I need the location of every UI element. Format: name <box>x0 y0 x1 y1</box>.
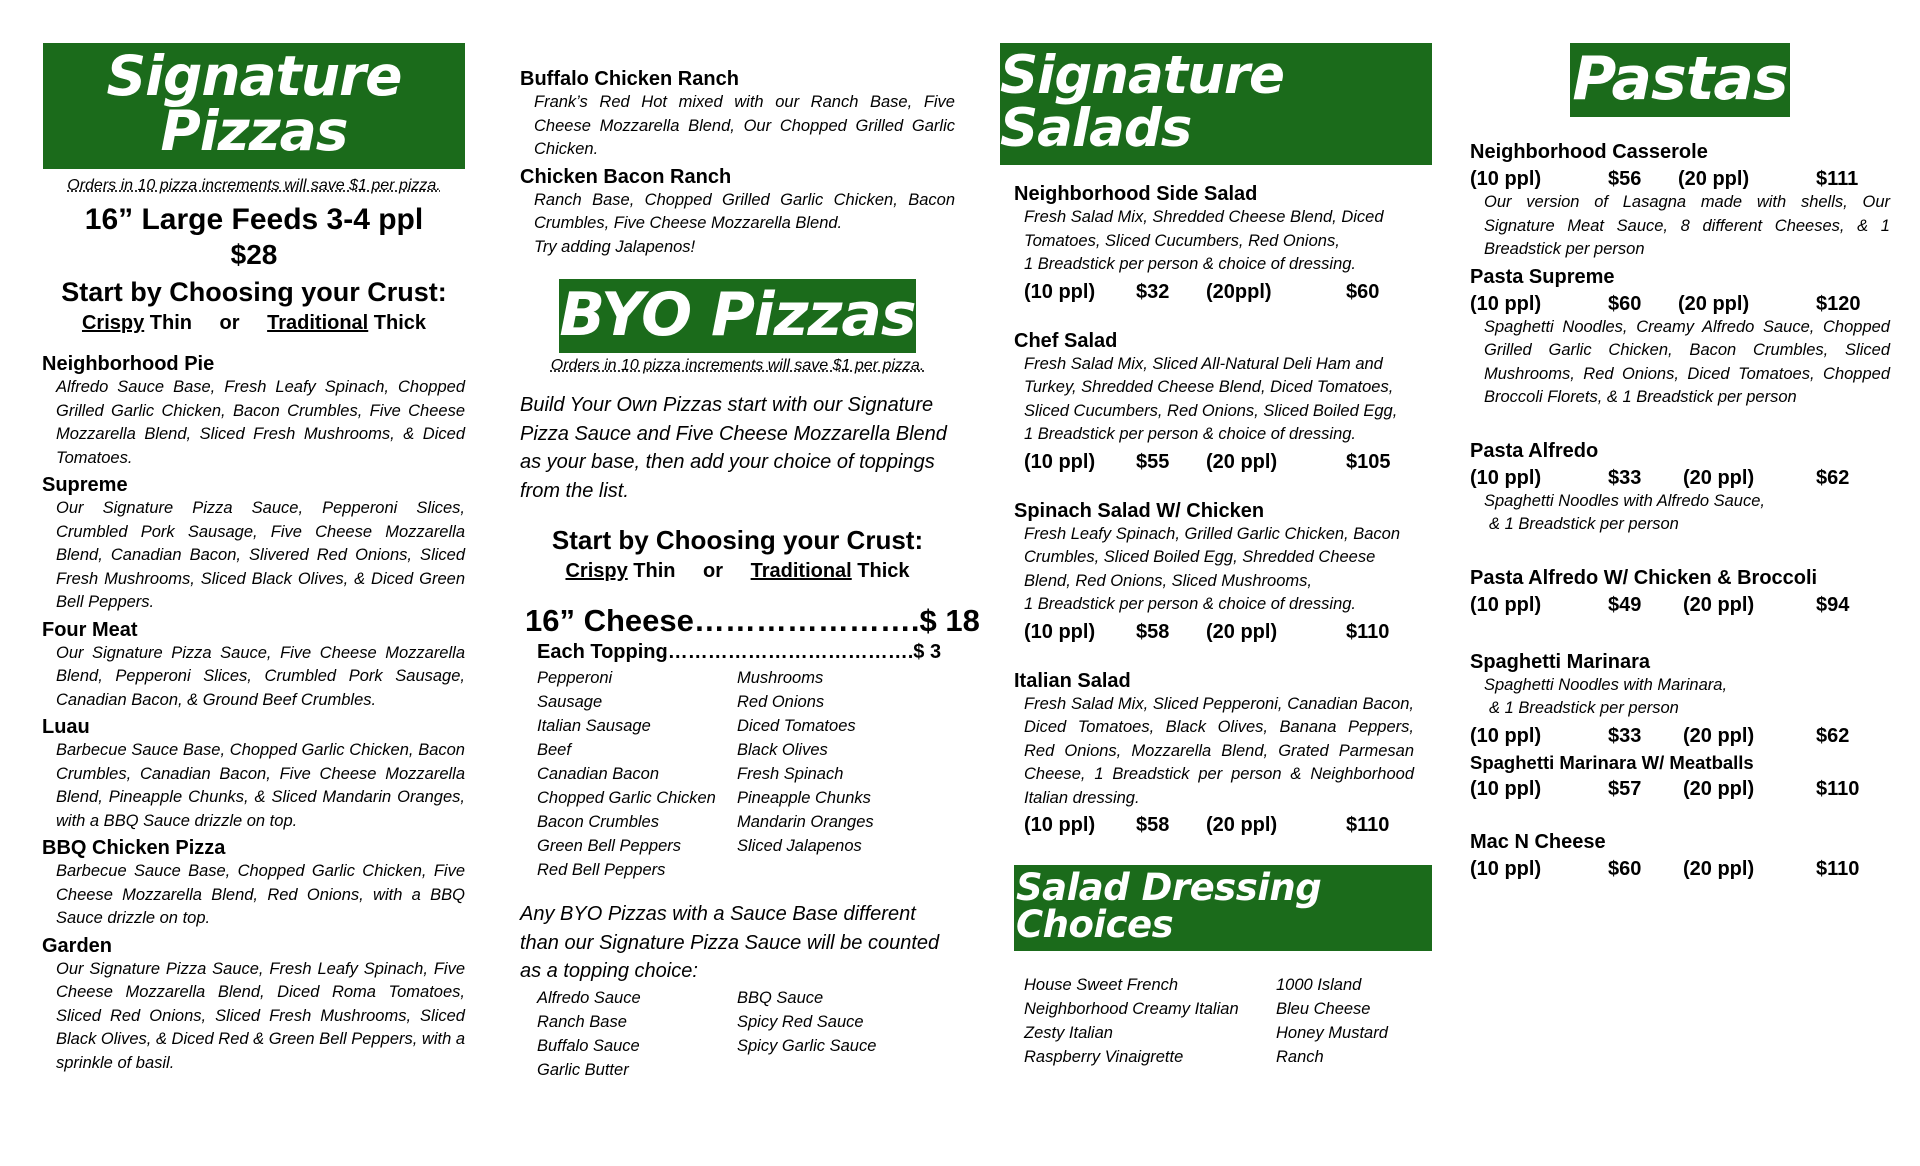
dressing-item: Ranch <box>1276 1048 1324 1066</box>
topping-item: Diced Tomatoes <box>737 717 856 735</box>
signature-pizzas-column <box>43 0 465 1075</box>
price-label: (10 ppl) <box>1470 292 1542 315</box>
price-value: $49 <box>1608 593 1642 616</box>
salad-price-row <box>1024 621 1414 644</box>
toppings-left <box>537 666 737 882</box>
salad-desc-2: 1 Breadstick per person & choice of dressing. <box>1024 595 1357 613</box>
price-value: $58 <box>1136 620 1170 643</box>
topping-item: Sausage <box>537 693 603 711</box>
pastas-title: Pastas <box>1570 43 1789 117</box>
pasta-name: Neighborhood Casserole <box>1470 141 1708 163</box>
increment-note: Orders in 10 pizza increments will save $1 per pizza. <box>67 177 441 194</box>
pasta-item <box>1470 831 1890 881</box>
topping-price: $ 3 <box>913 641 942 663</box>
pizza-name: Luau <box>42 716 90 738</box>
price-value: $120 <box>1816 292 1861 315</box>
pasta-item <box>1470 567 1890 617</box>
sauce-note: Any BYO Pizzas with a Sauce Base different than our Signature Pizza Sauce will be counted as a topping choice: <box>520 903 940 982</box>
pastas-column <box>1470 0 1890 881</box>
topping-item: Mushrooms <box>737 669 824 687</box>
topping-item: Green Bell Peppers <box>537 837 681 855</box>
pizza-name: Four Meat <box>42 618 138 641</box>
price-label: (10 ppl) <box>1470 724 1542 747</box>
pizza-desc: Our Signature Pizza Sauce, Five Cheese Mozzarella Blend, Pepperoni Slices, Crumbled Pork Sausage, Canadian Bacon, & Ground Beef Crumbles. <box>56 643 465 709</box>
pasta-price-row <box>1470 293 1890 316</box>
topping-item: Sliced Jalapenos <box>737 837 862 855</box>
sauce-item: Spicy Red Sauce <box>737 1012 864 1031</box>
pasta-desc-2: & 1 Breadstick per person <box>1489 699 1679 717</box>
dressing-item: Honey Mustard <box>1276 1024 1388 1042</box>
byo-crust-b-label: Traditional <box>750 560 852 582</box>
dressings-right <box>1276 973 1436 1069</box>
topping-item: Chopped Garlic Chicken <box>537 789 716 807</box>
topping-item: Pepperoni <box>537 669 613 687</box>
topping-item: Fresh Spinach <box>737 765 844 783</box>
topping-label: Each Topping………………………………. <box>537 641 914 663</box>
topping-item: Pineapple Chunks <box>737 789 871 807</box>
pasta-name: Pasta Alfredo <box>1470 439 1599 462</box>
crust-b-label: Traditional <box>267 312 369 334</box>
pasta-price-row <box>1470 168 1890 191</box>
crust-a-suffix: Thin <box>144 312 192 334</box>
dressing-title: Salad Dressing Choices <box>1014 865 1432 951</box>
pizza-desc: Our Signature Pizza Sauce, Pepperoni Slices, Crumbled Pork Sausage, Five Cheese Mozzarella Blend, Canadian Bacon, Slivered Red Onions, Sliced Fresh Mushrooms, Sliced Black Olives, & Diced Green Bell Peppers. <box>56 499 465 611</box>
price-value: $110 <box>1816 777 1860 800</box>
salad-desc: Fresh Salad Mix, Sliced All-Natural Deli Ham and Turkey, Shredded Cheese Blend, Diced Tomatoes, Sliced Cucumbers, Red Onions, Sliced Boiled Egg, <box>1024 354 1398 420</box>
price-label: (20 ppl) <box>1206 450 1278 473</box>
pasta-item <box>1470 752 1890 801</box>
salad-name: Italian Salad <box>1014 669 1131 692</box>
dressings-left <box>1024 973 1276 1069</box>
dressing-item: 1000 Island <box>1276 976 1362 994</box>
pasta-name: Pasta Supreme <box>1470 265 1615 288</box>
pasta-list <box>1470 141 1890 881</box>
price-label: (20 ppl) <box>1683 593 1755 616</box>
pizza-tip: Try adding Jalapenos! <box>534 237 696 256</box>
salad-name: Spinach Salad W/ Chicken <box>1014 499 1265 522</box>
sauce-item: Garlic Butter <box>537 1060 629 1079</box>
pasta-desc: Spaghetti Noodles with Marinara, <box>1484 675 1728 694</box>
price-label: (20 ppl) <box>1678 168 1750 190</box>
pizza-name: Garden <box>42 934 113 957</box>
byo-crust-a-suffix: Thin <box>627 560 676 582</box>
pasta-desc: Our version of Lasagna made with shells, Our Signature Meat Sauce, 8 different Cheeses, & 1 Breadstick per person <box>1484 193 1890 258</box>
price-label: (20 ppl) <box>1683 466 1755 489</box>
pasta-name: Mac N Cheese <box>1470 830 1606 853</box>
price-value: $62 <box>1816 466 1850 489</box>
dressing-item: House Sweet French <box>1024 976 1179 994</box>
pizza-name: Neighborhood Pie <box>42 353 215 375</box>
pasta-item <box>1470 651 1890 748</box>
salad-item <box>1014 670 1414 838</box>
price-label: (20 ppl) <box>1206 814 1278 836</box>
sauce-list <box>537 986 955 1082</box>
pasta-price-row <box>1470 725 1890 748</box>
price-value: $32 <box>1136 280 1170 303</box>
crust-heading: Start by Choosing your Crust: <box>61 277 447 307</box>
price-value: $33 <box>1608 724 1642 747</box>
price-value: $56 <box>1608 168 1642 190</box>
price-label: (10 ppl) <box>1024 814 1096 836</box>
price-value: $62 <box>1816 724 1850 747</box>
salad-name: Chef Salad <box>1014 329 1118 352</box>
price-value: $105 <box>1346 450 1391 473</box>
topping-item: Black Olives <box>737 741 828 759</box>
topping-item: Bacon Crumbles <box>537 813 659 831</box>
salad-desc: Fresh Salad Mix, Shredded Cheese Blend, Diced Tomatoes, Sliced Cucumbers, Red Onions, <box>1024 208 1384 250</box>
price-label: (10 ppl) <box>1470 466 1542 489</box>
pasta-item <box>1470 141 1890 262</box>
pasta-price-row <box>1470 858 1890 881</box>
byo-crust-or: or <box>703 560 724 582</box>
salad-item <box>1014 330 1414 474</box>
byo-crust-heading: Start by Choosing your Crust: <box>551 525 924 555</box>
price-label: (20 ppl) <box>1206 620 1278 643</box>
price-value: $110 <box>1816 857 1860 880</box>
price-value: $110 <box>1346 814 1390 836</box>
salad-item <box>1014 183 1414 304</box>
sauce-item: Spicy Garlic Sauce <box>737 1036 877 1055</box>
price-value: $60 <box>1346 280 1380 303</box>
price-value: $55 <box>1136 450 1170 473</box>
price-value: $60 <box>1608 857 1642 880</box>
sauce-item: Ranch Base <box>537 1012 627 1031</box>
price-value: $58 <box>1136 814 1170 836</box>
byo-intro: Build Your Own Pizzas start with our Signature Pizza Sauce and Five Cheese Mozzarella Blend as your base, then add your choice of toppings from the list. <box>520 394 947 502</box>
salad-price-row <box>1024 281 1414 304</box>
price-label: (10 ppl) <box>1470 777 1542 800</box>
signature-pizzas-title: Signature Pizzas <box>43 43 465 169</box>
pizza-name: Chicken Bacon Ranch <box>520 165 732 188</box>
sauce-item: BBQ Sauce <box>737 988 824 1007</box>
price-label: (10 ppl) <box>1024 620 1096 643</box>
price-value: $110 <box>1346 620 1390 643</box>
sauces-right <box>737 986 937 1082</box>
byo-crust-b-suffix: Thick <box>851 560 910 582</box>
byo-increment-note: Orders in 10 pizza increments will save $1 per pizza. <box>550 357 925 374</box>
pasta-price-row <box>1470 467 1890 490</box>
signature-salads-title: Signature Salads <box>1000 43 1432 165</box>
signature-pizza-list <box>42 353 465 1075</box>
price-label: (10 ppl) <box>1024 280 1096 303</box>
crust-options <box>43 312 465 335</box>
sauces-left <box>537 986 737 1082</box>
cheese-price: $ 18 <box>919 603 980 638</box>
price-value: $60 <box>1608 292 1642 315</box>
pizza-name: Buffalo Chicken Ranch <box>520 68 739 90</box>
salad-desc-2: 1 Breadstick per person & choice of dressing. <box>1024 425 1357 443</box>
price-label: (20 ppl) <box>1683 724 1755 747</box>
price-value: $57 <box>1608 777 1642 800</box>
dressing-item: Zesty Italian <box>1024 1024 1113 1042</box>
salad-desc: Fresh Salad Mix, Sliced Pepperoni, Canadian Bacon, Diced Tomatoes, Black Olives, Banana Peppers, Red Onions, Mozzarella Blend, Grated Parmesan Cheese, 1 Breadstick per person & Neighborhood Italian dressing. <box>1024 694 1414 807</box>
dressing-item: Neighborhood Creamy Italian <box>1024 1000 1239 1018</box>
crust-a-label: Crispy <box>81 312 145 334</box>
price-value: $33 <box>1608 466 1642 489</box>
topping-price-row <box>520 641 955 664</box>
cheese-price-row <box>520 603 980 639</box>
cheese-label: 16” Cheese…………………. <box>525 603 920 638</box>
price-label: (20ppl) <box>1206 280 1272 303</box>
pasta-desc: Spaghetti Noodles with Alfredo Sauce, <box>1484 491 1765 510</box>
dressing-item: Raspberry Vinaigrette <box>1024 1048 1184 1066</box>
pizza-desc: Our Signature Pizza Sauce, Fresh Leafy Spinach, Five Cheese Mozzarella Blend, Diced Roma Tomatoes, Sliced Red Onions, Sliced Fresh Mushrooms, Sliced Black Olives, & Diced Red & Green Bell Peppers, with a sprinkle of basil. <box>56 959 466 1072</box>
topping-item: Mandarin Oranges <box>737 813 874 831</box>
sauce-item: Buffalo Sauce <box>537 1036 640 1055</box>
price-label: (20 ppl) <box>1678 292 1750 315</box>
pasta-name: Spaghetti Marinara <box>1470 650 1651 673</box>
pizza-desc: Alfredo Sauce Base, Fresh Leafy Spinach, Chopped Grilled Garlic Chicken, Bacon Crumbles, Five Cheese Mozzarella Blend, Sliced Fresh Mushrooms, & Diced Tomatoes. <box>56 378 465 467</box>
sauce-item: Alfredo Sauce <box>537 988 641 1007</box>
topping-item: Canadian Bacon <box>537 765 660 783</box>
pasta-item <box>1470 266 1890 410</box>
salad-name: Neighborhood Side Salad <box>1014 183 1258 205</box>
byo-pizzas-title: BYO Pizzas <box>559 279 915 353</box>
pasta-item <box>1470 440 1890 537</box>
topping-item: Red Bell Peppers <box>537 861 666 879</box>
byo-pizzas-column <box>520 0 980 1082</box>
dressing-item: Bleu Cheese <box>1276 1000 1371 1018</box>
topping-item: Italian Sausage <box>537 717 651 735</box>
size-price: $28 <box>230 239 278 270</box>
pasta-name: Pasta Alfredo W/ Chicken & Broccoli <box>1470 566 1818 589</box>
pizza-desc: Barbecue Sauce Base, Chopped Garlic Chicken, Bacon Crumbles, Canadian Bacon, Five Cheese Mozzarella Blend, Pineapple Chunks, & Sliced Mandarin Oranges, with a BBQ Sauce drizzle on top. <box>56 741 465 830</box>
byo-crust-a-label: Crispy <box>565 560 628 582</box>
topping-item: Red Onions <box>737 693 825 711</box>
pizza-desc: Barbecue Sauce Base, Chopped Garlic Chicken, Five Cheese Mozzarella Blend, Red Onions, with a BBQ Sauce drizzle on top. <box>56 862 465 927</box>
price-value: $111 <box>1816 168 1859 190</box>
price-label: (10 ppl) <box>1470 593 1542 616</box>
price-label: (20 ppl) <box>1683 777 1755 800</box>
price-label: (10 ppl) <box>1470 857 1542 880</box>
salads-column <box>1000 0 1432 1069</box>
salad-desc: Fresh Leafy Spinach, Grilled Garlic Chicken, Bacon Crumbles, Sliced Boiled Egg, Shredded Cheese Blend, Red Onions, Sliced Mushrooms, <box>1024 524 1401 590</box>
pasta-desc: Spaghetti Noodles, Creamy Alfredo Sauce, Chopped Grilled Garlic Chicken, Bacon Crumbles, Sliced Mushrooms, Red Onions, Diced Tomatoes, Chopped Broccoli Florets, & 1 Breadstick per person <box>1484 317 1890 406</box>
toppings-right <box>737 666 937 882</box>
salad-item <box>1014 500 1414 644</box>
pizza-name: BBQ Chicken Pizza <box>42 837 226 859</box>
salad-list <box>1014 183 1414 837</box>
size-line: 16” Large Feeds 3-4 ppl <box>84 203 424 236</box>
crust-or: or <box>219 312 240 334</box>
byo-crust-options <box>520 560 955 583</box>
price-label: (10 ppl) <box>1024 450 1096 473</box>
price-label: (10 ppl) <box>1470 168 1542 190</box>
pasta-name: Spaghetti Marinara W/ Meatballs <box>1470 751 1754 773</box>
pasta-price-row <box>1470 594 1890 617</box>
dressing-list <box>1024 973 1432 1069</box>
crust-b-suffix: Thick <box>368 312 427 334</box>
salad-price-row <box>1024 814 1414 837</box>
pasta-price-row <box>1470 778 1890 801</box>
price-label: (20 ppl) <box>1683 857 1755 880</box>
toppings-list <box>537 666 955 882</box>
pizza-desc: Ranch Base, Chopped Grilled Garlic Chicken, Bacon Crumbles, Five Cheese Mozzarella Blend. <box>534 190 955 232</box>
salad-price-row <box>1024 451 1414 474</box>
price-value: $94 <box>1816 593 1850 616</box>
pizza-desc: Frank’s Red Hot mixed with our Ranch Base, Five Cheese Mozzarella Blend, Our Chopped Grilled Garlic Chicken. <box>534 93 955 158</box>
pizza-name: Supreme <box>42 474 128 496</box>
topping-item: Beef <box>537 741 571 759</box>
salad-desc-2: 1 Breadstick per person & choice of dressing. <box>1024 255 1357 273</box>
pasta-desc-2: & 1 Breadstick per person <box>1489 515 1679 533</box>
